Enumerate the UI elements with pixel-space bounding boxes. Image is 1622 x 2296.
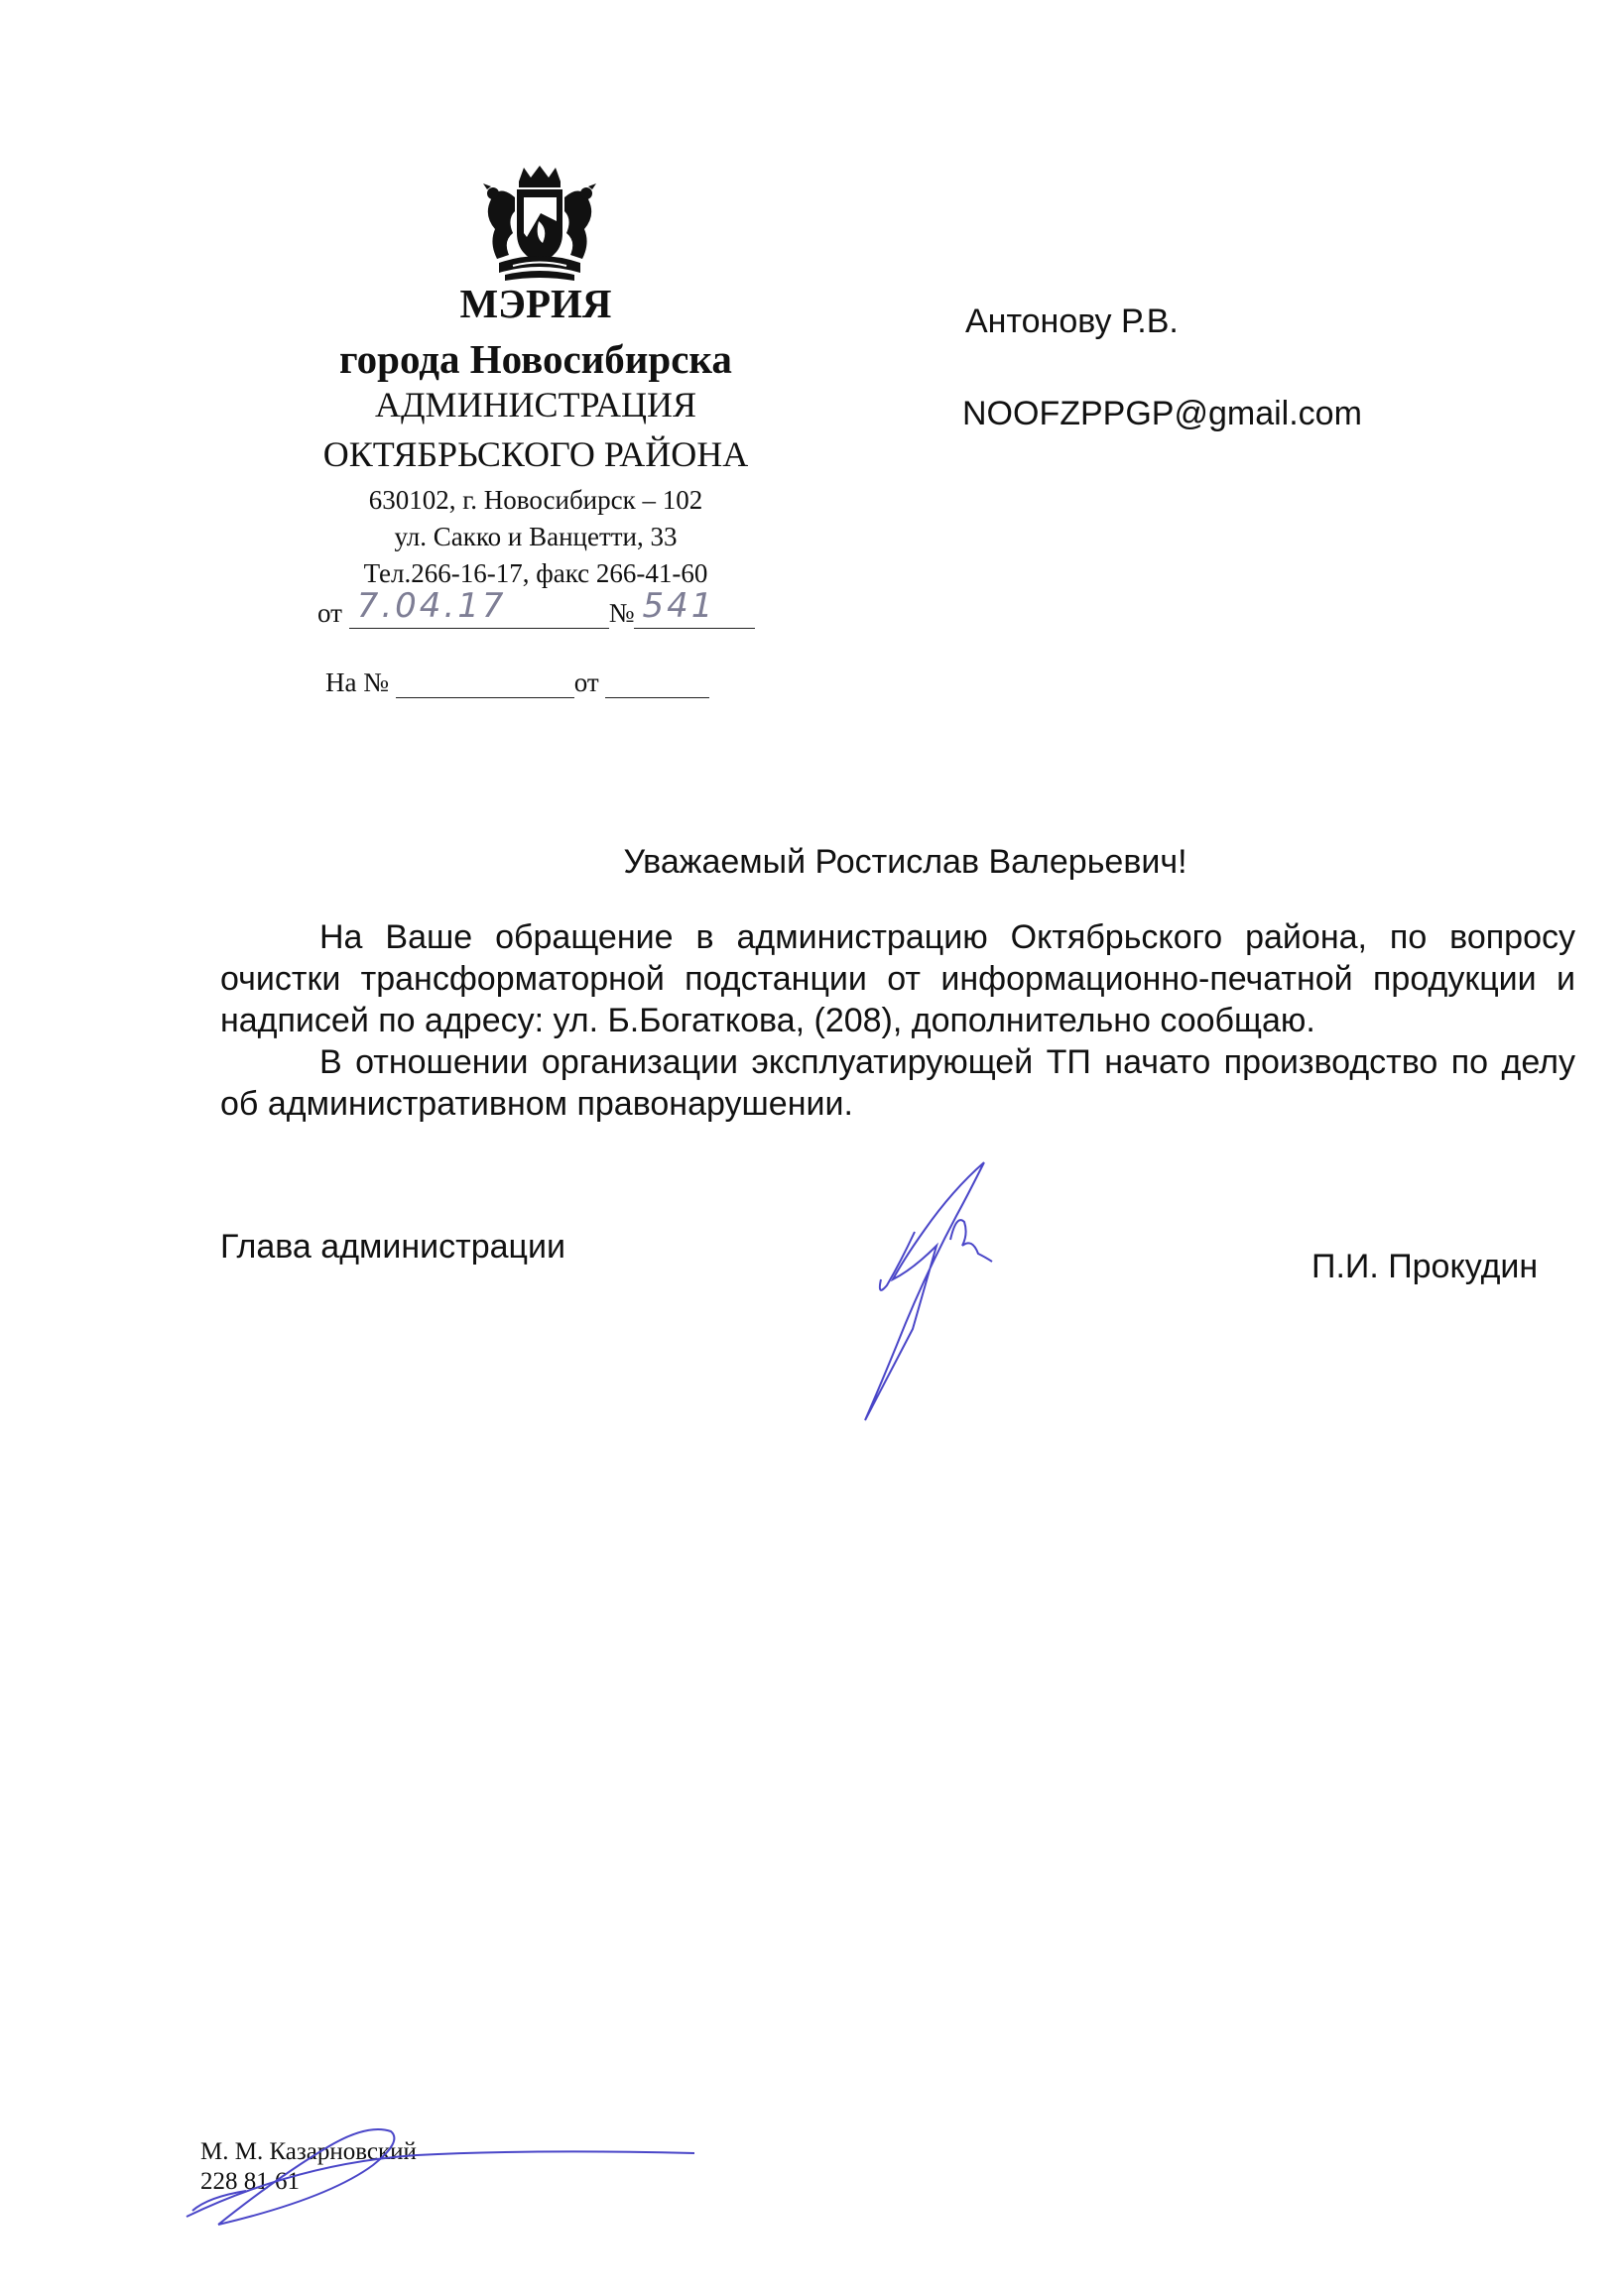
street-address: ул. Сакко и Ванцетти, 33 [394,522,678,551]
salutation: Уважаемый Ростислав Валерьевич! [623,843,1187,881]
reply-date-field [605,667,709,698]
date-label: от [317,598,342,628]
body-paragraph: В отношении организации эксплуатирующей ТП начато производство по делу об административном правонарушении. [220,1043,1575,1123]
signatory-title: Глава администрации [220,1228,566,1266]
handwritten-number: 541 [642,586,716,626]
reply-number-field [396,667,574,698]
number-label: № [608,598,635,628]
letter-body [220,916,1575,1125]
initials-scribble [179,2108,704,2236]
addressee-email: NOOFZPPGP@gmail.com [962,395,1362,432]
org-name-line1: МЭРИЯ [459,281,612,326]
performer-phone: 228 81 61 [200,2168,300,2195]
handwritten-signature [853,1150,1002,1428]
date-field [349,586,609,629]
registration-line [317,586,755,629]
number-field [634,586,755,629]
reply-reference-line [325,667,709,698]
org-name-line2: города Новосибирска [339,336,732,382]
department-line1: АДМИНИСТРАЦИЯ [375,385,696,424]
handwritten-date: 7.04.17 [356,586,507,626]
contact-phones: Тел.266-16-17, факс 266-41-60 [363,558,708,588]
signatory-name: П.И. Прокудин [1311,1248,1539,1285]
performer-name: М. М. Казарновский [200,2138,417,2165]
department-line2: ОКТЯБРЬСКОГО РАЙОНА [322,434,749,474]
reply-number-label: На № [325,667,389,697]
postal-address: 630102, г. Новосибирск – 102 [368,485,703,515]
addressee-name: Антонову Р.В. [965,302,1179,340]
body-paragraph: На Ваше обращение в администрацию Октябрьского района, по вопросу очистки трансформаторной подстанции от информационно-печатной продукции и надписей по адресу: ул. Б.Богаткова, (208), дополнительно сообщаю. [220,918,1575,1039]
reply-date-label: от [573,667,599,697]
city-coat-of-arms-icon [469,164,610,288]
